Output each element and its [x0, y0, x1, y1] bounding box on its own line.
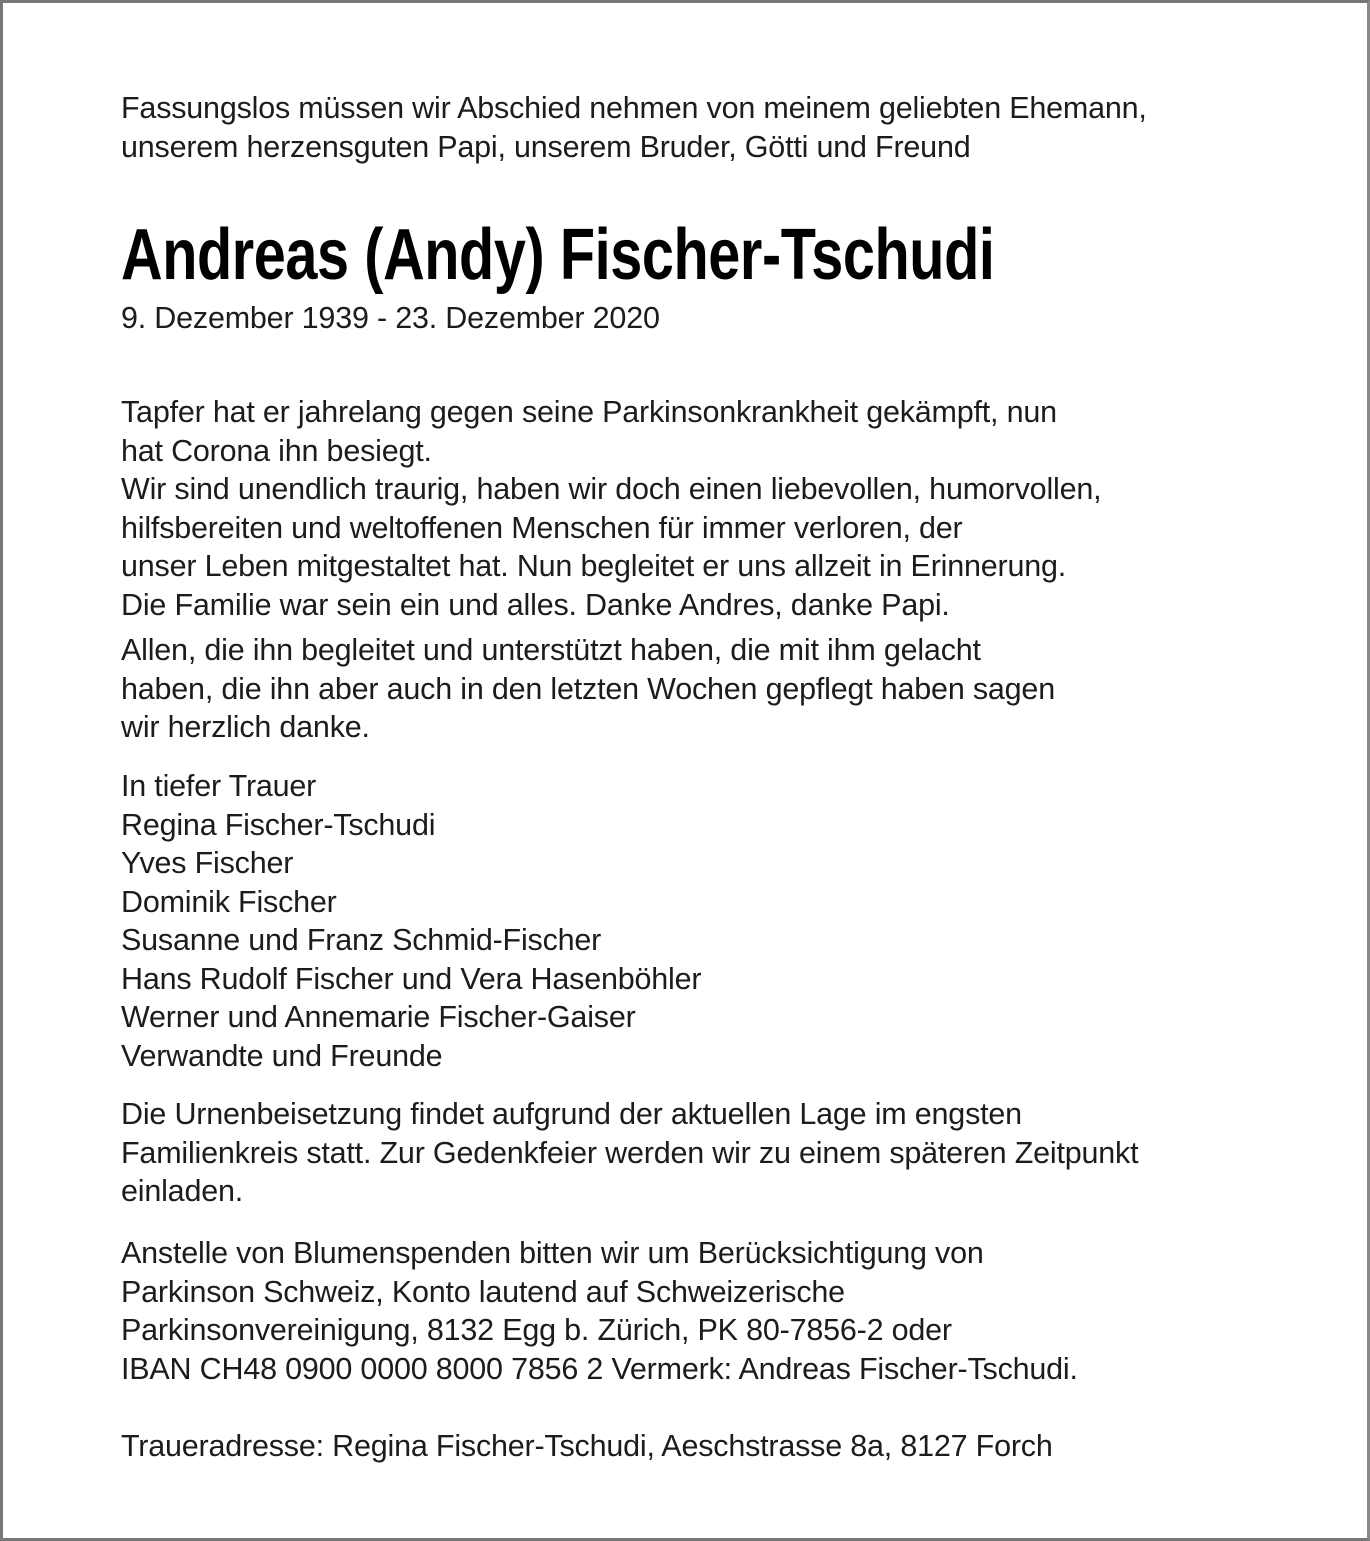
mourner-name: Regina Fischer-Tschudi: [121, 807, 436, 842]
paragraph-line: unser Leben mitgestaltet hat. Nun begleitet er uns allzeit in Erinnerung.: [121, 549, 1067, 583]
mourner-name: Susanne und Franz Schmid-Fischer: [121, 923, 602, 957]
mourners-list: [121, 767, 701, 1075]
mourning-address: Traueradresse: Regina Fischer-Tschudi, Aeschstrasse 8a, 8127 Forch: [121, 1429, 1053, 1463]
paragraph-line: hilfsbereiten und weltoffenen Menschen für immer verloren, der: [121, 510, 963, 545]
paragraph-line: haben, die ihn aber auch in den letzten Wochen gepflegt haben sagen: [121, 671, 1055, 706]
mourner-name: Hans Rudolf Fischer und Vera Hasenböhler: [121, 961, 702, 996]
thanks-paragraph: [121, 631, 1055, 747]
paragraph-line: Wir sind unendlich traurig, haben wir doch einen liebevollen, humorvollen,: [121, 472, 1102, 506]
paragraph-line: einladen.: [121, 1174, 244, 1208]
paragraph-line: IBAN CH48 0900 0000 8000 7856 2 Vermerk: Andreas Fischer-Tschudi.: [121, 1351, 1078, 1386]
deceased-name: Andreas (Andy) Fischer-Tschudi: [121, 215, 995, 295]
burial-paragraph: [121, 1095, 1138, 1211]
mourner-name: Werner und Annemarie Fischer-Gaiser: [121, 1000, 636, 1034]
intro-line: unserem herzensguten Papi, unserem Bruder, Götti und Freund: [121, 129, 971, 164]
paragraph-line: hat Corona ihn besiegt.: [121, 433, 432, 468]
mourner-name: Dominik Fischer: [121, 884, 337, 919]
tribute-paragraph: [121, 393, 1101, 624]
mourner-name: Yves Fischer: [121, 846, 294, 880]
paragraph-line: Anstelle von Blumenspenden bitten wir um Berücksichtigung von: [121, 1236, 984, 1270]
paragraph-line: wir herzlich danke.: [121, 710, 370, 744]
paragraph-line: Die Familie war sein ein und alles. Danke Andres, danke Papi.: [121, 587, 950, 622]
intro-line: Fassungslos müssen wir Abschied nehmen von meinem geliebten Ehemann,: [121, 91, 1147, 125]
mourner-name: Verwandte und Freunde: [121, 1038, 443, 1073]
paragraph-line: Familienkreis statt. Zur Gedenkfeier werden wir zu einem späteren Zeitpunkt: [121, 1135, 1139, 1170]
paragraph-line: Parkinson Schweiz, Konto lautend auf Schweizerische: [121, 1274, 845, 1309]
paragraph-line: Parkinsonvereinigung, 8132 Egg b. Zürich, PK 80-7856-2 oder: [121, 1313, 952, 1347]
life-dates: 9. Dezember 1939 - 23. Dezember 2020: [121, 301, 660, 335]
donation-paragraph: [121, 1234, 1078, 1388]
paragraph-line: Tapfer hat er jahrelang gegen seine Parkinsonkrankheit gekämpft, nun: [121, 395, 1057, 429]
paragraph-line: Allen, die ihn begleitet und unterstützt haben, die mit ihm gelacht: [121, 633, 981, 667]
paragraph-line: Die Urnenbeisetzung findet aufgrund der aktuellen Lage im engsten: [121, 1097, 1022, 1131]
mourners-heading: In tiefer Trauer: [121, 769, 317, 803]
intro-text: [121, 89, 1147, 166]
